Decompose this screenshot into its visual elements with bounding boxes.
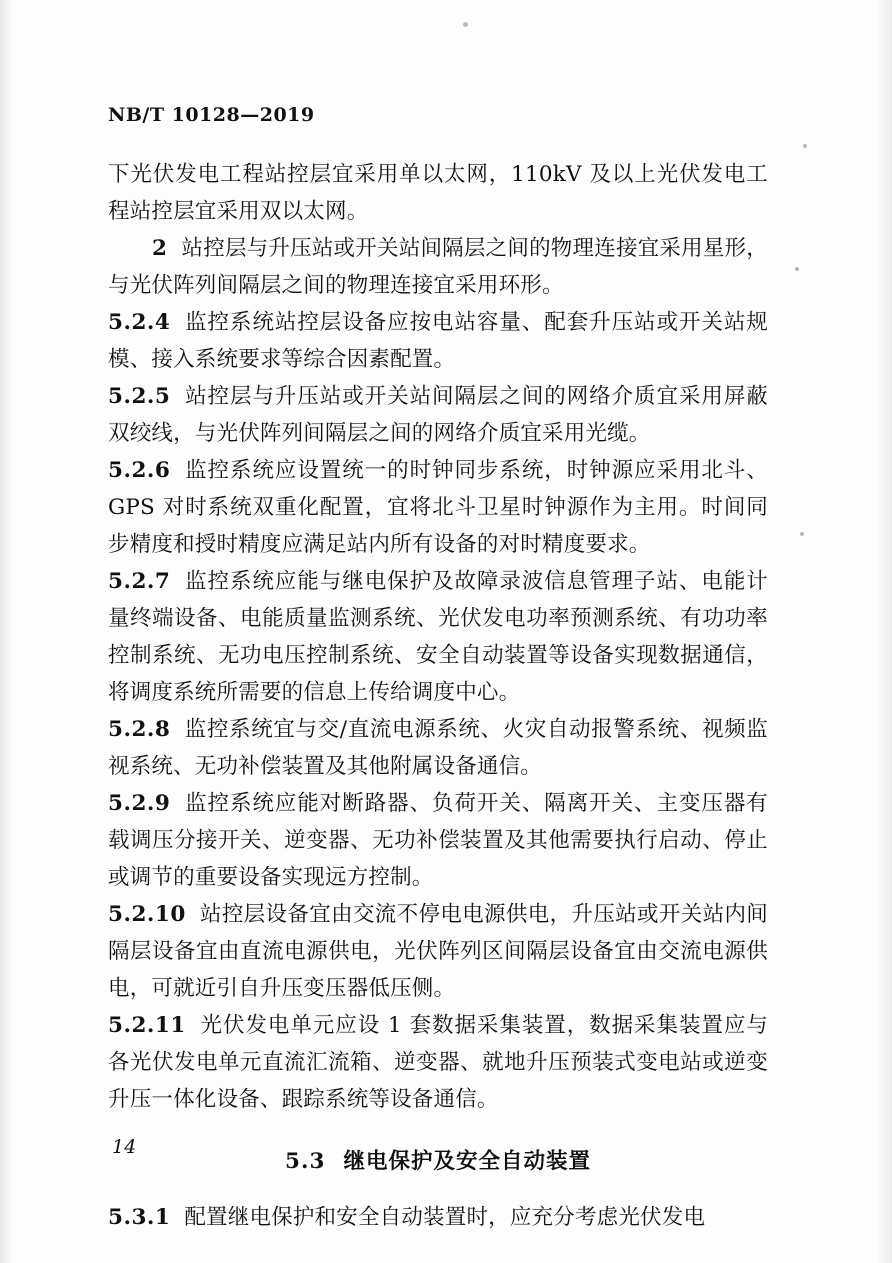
- section-number: 5.3: [285, 1149, 326, 1174]
- scan-speck: [800, 532, 804, 536]
- paragraph-number: 5.2.11: [108, 1013, 186, 1038]
- paragraph-number: 5.2.7: [108, 569, 171, 594]
- scan-speck: [803, 144, 807, 148]
- paragraph-text: 站控层设备宜由交流不停电电源供电，升压站或开关站内间隔层设备宜由直流电源供电，光伏阵列区间隔层设备宜由交流电源供电，可就近引自升压变压器低压侧。: [108, 902, 768, 1001]
- paragraph-5-2-6: [108, 452, 768, 563]
- paragraph-number: 5.2.10: [108, 902, 186, 927]
- section-title: 继电保护及安全自动装置: [343, 1149, 591, 1174]
- running-head: NB/T 10128—2019: [108, 104, 315, 126]
- paragraph-5-2-9: [108, 785, 768, 896]
- paragraph-item-2: [108, 230, 768, 304]
- paragraph-text: 站控层与升压站或开关站间隔层之间的网络介质宜采用屏蔽双绞线，与光伏阵列间隔层之间的网络介质宜采用光缆。: [108, 384, 768, 446]
- paragraph-5-2-10: [108, 896, 768, 1007]
- paragraph-text: 监控系统站控层设备应按电站容量、配套升压站或开关站规模、接入系统要求等综合因素配置。: [108, 310, 768, 372]
- paragraph-number: 5.2.5: [108, 384, 171, 409]
- paragraph-5-2-5: [108, 378, 768, 452]
- paragraph-5-2-4: [108, 304, 768, 378]
- paragraph-number: 5.2.8: [108, 717, 171, 742]
- paragraph-number: 5.2.9: [108, 791, 171, 816]
- paragraph-text: 光伏发电单元应设 1 套数据采集装置，数据采集装置应与各光伏发电单元直流汇流箱、逆变器、就地升压预装式变电站或逆变升压一体化设备、跟踪系统等设备通信。: [108, 1013, 768, 1112]
- paragraph-5-2-11: [108, 1007, 768, 1118]
- scan-speck: [463, 22, 468, 27]
- paragraph-text: 监控系统应能与继电保护及故障录波信息管理子站、电能计量终端设备、电能质量监测系统、光伏发电功率预测系统、有功功率控制系统、无功电压控制系统、安全自动装置等设备实现数据通信，将调度系统所需要的信息上传给调度中心。: [108, 569, 768, 705]
- section-heading: [108, 1144, 768, 1175]
- page-body: [108, 104, 768, 1236]
- paragraph-text: 配置继电保护和安全自动装置时，应充分考虑光伏发电: [184, 1205, 706, 1230]
- paragraph-text: 监控系统应能对断路器、负荷开关、隔离开关、主变压器有载调压分接开关、逆变器、无功补偿装置及其他需要执行启动、停止或调节的重要设备实现远方控制。: [108, 791, 768, 890]
- paragraph-text: 监控系统宜与交/直流电源系统、火灾自动报警系统、视频监视系统、无功补偿装置及其他附属设备通信。: [108, 717, 768, 779]
- paragraph-5-3-1: [108, 1199, 768, 1236]
- paragraph-number: 5.2.6: [108, 458, 171, 483]
- paragraph-number: 5.2.4: [108, 310, 171, 335]
- page-number: 14: [112, 1136, 137, 1158]
- paragraph-5-2-7: [108, 563, 768, 711]
- paragraph-text: 站控层与升压站或开关站间隔层之间的物理连接宜采用星形，与光伏阵列间隔层之间的物理连接宜采用环形。: [108, 236, 768, 298]
- paragraph-5-2-8: [108, 711, 768, 785]
- scan-speck: [795, 267, 799, 271]
- paragraph-number: 5.3.1: [108, 1205, 171, 1230]
- paragraph-text: 下光伏发电工程站控层宜采用单以太网，110kV 及以上光伏发电工程站控层宜采用双以太网。: [108, 162, 768, 224]
- paragraph-continuation: [108, 156, 768, 230]
- paragraph-number: 2: [152, 236, 168, 261]
- paragraph-text: 监控系统应设置统一的时钟同步系统，时钟源应采用北斗、GPS 对时系统双重化配置，宜将北斗卫星时钟源作为主用。时间同步精度和授时精度应满足站内所有设备的对时精度要求。: [108, 458, 768, 557]
